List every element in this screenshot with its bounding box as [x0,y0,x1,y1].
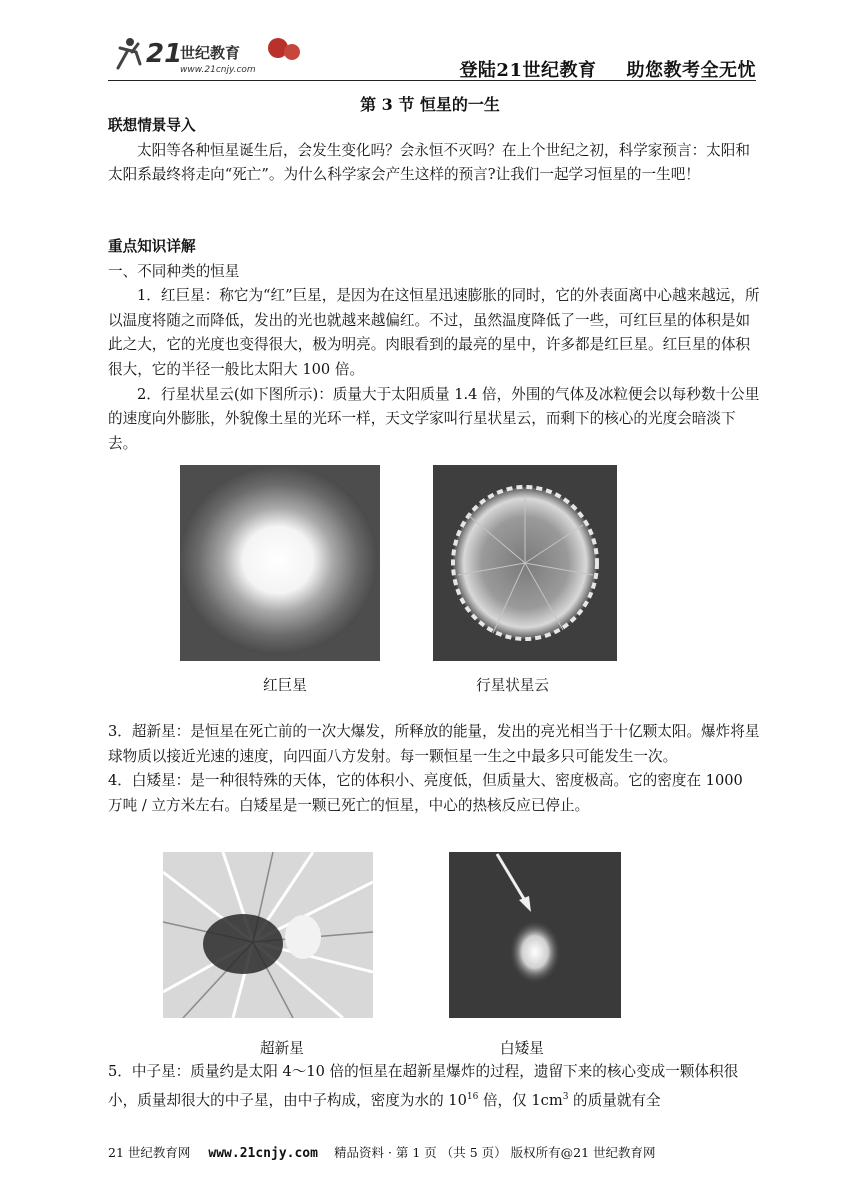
knowledge-section-cont [108,720,760,818]
caption-red-giant: 红巨星 [263,677,307,694]
white-dwarf-image [449,852,621,1018]
header-slogan [429,56,756,82]
logo-url: www.21cnjy.com [180,65,256,75]
item5-text-b: 倍，仅 1cm [478,1091,563,1109]
footer-url[interactable]: www.21cnjy.com [208,1146,318,1161]
intro-paragraph: 太阳等各种恒星诞生后，会发生变化吗？会永恒不灭吗？在上个世纪之初，科学家预言：太阳和太阳系最终将走向“死亡”。为什么科学家会产生这样的预言?让我们一起学习恒星的一生吧！ [108,141,750,184]
item5-exponent-2: 3 [562,1091,569,1102]
page-title: 第 3 节 恒星的一生 [360,95,500,114]
svg-text:21: 21 [146,39,183,69]
knowledge-section [108,235,760,456]
knowledge-heading: 重点知识详解 [108,238,196,255]
item5-exponent: 16 [466,1091,479,1102]
slogan-left: 登陆21世纪教育 [459,60,597,81]
intro-heading: 联想情景导入 [108,117,196,134]
caption-planetary-nebula: 行星状星云 [476,677,549,694]
item-red-giant: 1．红巨星：称它为“红”巨星，是因为在这恒星迅速膨胀的同时，它的外表面离中心越来越远，所以温度将随之而降低，发出的光也就越来越偏红。不过，虽然温度降低了一些，可红巨星的体积是如此之大，它的光度也变得很大，极为明亮。肉眼看到的最亮的星中，许多都是红巨星。红巨星的体积很大，它的半径一般比太阳大 100 倍。 [108,287,760,378]
site-logo [110,28,310,78]
white-dwarf-photo [449,852,621,1018]
planetary-nebula-photo [433,465,617,661]
planetary-nebula-image [433,465,617,661]
svg-text:世纪教育: 世纪教育 [180,44,241,62]
header-divider [108,80,756,81]
item5-text-c: 的质量就有全 [568,1091,661,1109]
footer-info: 精品资料 · 第 1 页 （共 5 页） 版权所有@21 世纪教育网 [333,1145,656,1160]
item-white-dwarf: 4．白矮星：是一种很特殊的天体，它的体积小、亮度低，但质量大、密度极高。它的密度在 1000 万吨 / 立方米左右。白矮星是一颗已死亡的恒星，中心的热核反应已停止。 [108,772,743,814]
intro-section [108,114,760,188]
caption-white-dwarf: 白矮星 [500,1040,544,1057]
item-supernova: 3．超新星：是恒星在死亡前的一次大爆发，所释放的能量，发出的亮光相当于十亿颗太阳。爆炸将星球物质以接近光速的速度，向四面八方发射。每一颗恒星一生之中最多只可能发生一次。 [108,723,760,765]
slogan-right: 助您教考全无忧 [626,60,756,81]
knowledge-subheading: 一、不同种类的恒星 [108,262,240,280]
footer-site: 21 世纪教育网 [108,1145,191,1160]
logo-graphic [110,28,310,78]
supernova-image [163,852,373,1018]
item-neutron-star [108,1060,760,1113]
red-giant-photo [180,465,380,661]
red-giant-image [180,465,380,661]
item-planetary-nebula: 2．行星状星云(如下图所示)：质量大于太阳质量 1.4 倍，外围的气体及冰粒便会以每秒数十公里的速度向外膨胀，外貌像土星的光环一样，天文学家叫行星状星云，而剩下的核心的光度会暗淡下去。 [108,385,760,452]
caption-supernova: 超新星 [260,1040,304,1057]
supernova-photo [163,852,373,1018]
item5-text-a: 5．中子星：质量约是太阳 4～10 倍的恒星在超新星爆炸的过程，遗留下来的核心变成一颗体积很小，质量却很大的中子星，由中子构成，密度为水的 10 [108,1063,739,1109]
page-footer [108,1143,760,1161]
